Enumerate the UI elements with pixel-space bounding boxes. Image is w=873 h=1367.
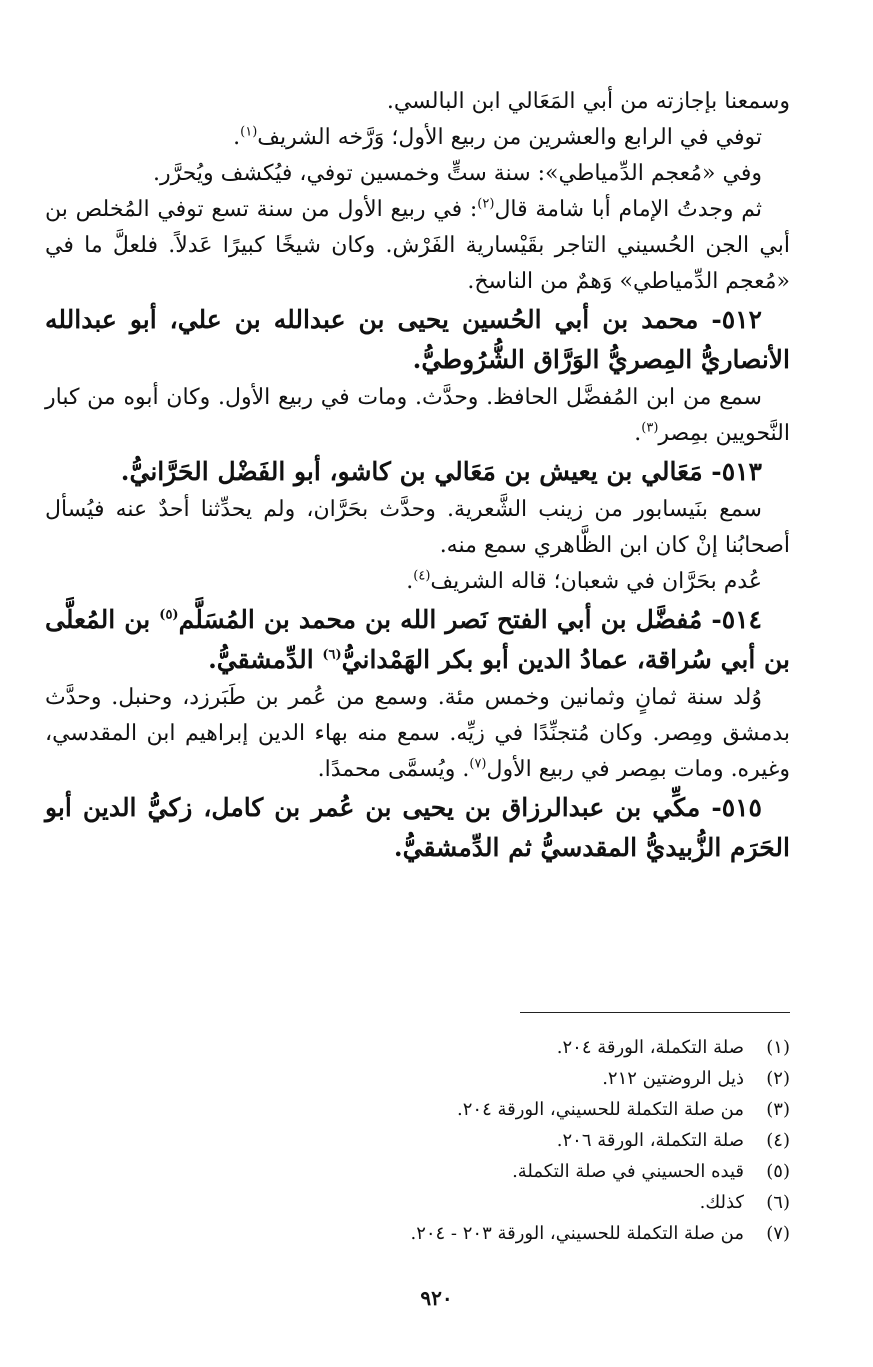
footnote-4: [45, 1125, 790, 1156]
entry-513-text-1: سمع بنَيسابور من زينب الشَّعرية. وحدَّث بحَرَّان، ولم يحدِّثنا أحدٌ عنه فيُسأل أصحابُنا إنْ كان ابن الظَّاهري سمع منه.: [45, 497, 790, 558]
entry-514-heading-c: الدِّمشقيُّ.: [208, 645, 323, 674]
paragraph-1: [45, 84, 790, 120]
paragraph-4: [45, 192, 790, 300]
paragraph-3: [45, 156, 790, 192]
paragraph-4-text: ثم وجدتُ الإمام أبا شامة قال: [494, 197, 762, 222]
footnote-ref-6[interactable]: (٦): [322, 647, 342, 663]
entry-514-tail: . ويُسمَّى محمدًا.: [317, 757, 470, 782]
footnote-text: قيده الحسيني في صلة التكملة.: [512, 1161, 744, 1182]
footnote-text: كذلك.: [699, 1192, 744, 1213]
footnote-1: [45, 1032, 790, 1063]
entry-513-body-2: [45, 564, 790, 600]
footnote-number: (٥): [766, 1161, 790, 1182]
footnote-text: من صلة التكملة للحسيني، الورقة ٢٠٣ - ٢٠٤.: [410, 1223, 744, 1244]
entry-512-tail: .: [634, 421, 642, 446]
footnote-number: (٢): [766, 1068, 790, 1089]
footnote-7: [45, 1218, 790, 1249]
entry-512-text: سمع من ابن المُفضَّل الحافظ. وحدَّث. ومات في ربيع الأول. وكان أبوه من كبار النَّحويين بمِصر: [45, 385, 790, 446]
paragraph-2-tail: .: [233, 125, 241, 150]
entry-514-text: وُلد سنة ثمانٍ وثمانين وخمس مئة. وسمع من عُمر بن طَبَرزد، وحنبل. وحدَّث بدمشق ومِصر. وكان مُتجنِّدًا في زيِّه. سمع منه بهاء الدين إبراهيم ابن المقدسي، وغيره. ومات بمِصر في ربيع الأول: [45, 685, 790, 782]
footnote-6: [45, 1187, 790, 1218]
footnote-number: (٧): [766, 1223, 790, 1244]
footnote-text: صلة التكملة، الورقة ٢٠٦.: [556, 1130, 744, 1151]
footnote-ref-4[interactable]: (٤): [413, 568, 431, 584]
page-number: ٩٢٠: [420, 1286, 453, 1310]
entry-512-heading: ٥١٢- محمد بن أبي الحُسين يحيى بن عبدالله بن علي، أبو عبدالله الأنصاريُّ المِصريُّ الوَرَّاق الشُّرُوطيُّ.: [45, 305, 790, 374]
entry-513-tail-2: .: [406, 569, 414, 594]
entry-514-heading-b: بن المُعلَّى بن أبي سُراقة، عمادُ الدين أبو بكر الهَمْدانيُّ: [45, 605, 790, 674]
paragraph-4-tail: : في ربيع الأول من سنة تسع توفي المُخلص بن أبي الجن الحُسيني التاجر بقَيْسارية الفَرْش. وكان شيخًا كبيرًا عَدلاً. فلعلَّ ما في «مُعجم الدِّمياطي» وَهمٌ من الناسخ.: [45, 197, 790, 294]
entry-514-body: [45, 680, 790, 788]
entry-513-body-1: [45, 492, 790, 564]
paragraph-1-text: وسمعنا بإجازته من أبي المَعَالي ابن البالسي.: [386, 89, 790, 114]
footnote-ref-1[interactable]: (١): [240, 124, 258, 140]
footnote-3: [45, 1094, 790, 1125]
footnote-ref-7[interactable]: (٧): [469, 756, 487, 772]
footnote-5: [45, 1156, 790, 1187]
footnote-number: (٤): [766, 1130, 790, 1151]
footnote-ref-2[interactable]: (٢): [477, 196, 495, 212]
footnote-number: (١): [766, 1037, 790, 1058]
footnote-ref-3[interactable]: (٣): [641, 420, 659, 436]
paragraph-3-text: وفي «مُعجم الدِّمياطي»: سنة ستٍّ وخمسين توفي، فيُكشف ويُحرَّر.: [152, 161, 762, 186]
footnotes: [45, 1032, 790, 1249]
paragraph-2: [45, 120, 790, 156]
entry-514-heading-a: ٥١٤- مُفضَّل بن أبي الفتح نَصر الله بن محمد بن المُسَلَّم: [178, 605, 762, 634]
entry-512-body: [45, 380, 790, 452]
footnote-text: من صلة التكملة للحسيني، الورقة ٢٠٤.: [457, 1099, 744, 1120]
footnote-number: (٦): [766, 1192, 790, 1213]
entry-513-heading: ٥١٣- مَعَالي بن يعيش بن مَعَالي بن كاشو، أبو الفَضْل الحَرَّانيُّ.: [120, 457, 762, 486]
footnote-text: ذيل الروضتين ٢١٢.: [602, 1068, 744, 1089]
footnote-text: صلة التكملة، الورقة ٢٠٤.: [556, 1037, 744, 1058]
entry-514-heading: [45, 600, 790, 680]
paragraph-2-text: توفي في الرابع والعشرين من ربيع الأول؛ وَرَّخه الشريف: [257, 125, 762, 150]
footnote-2: [45, 1063, 790, 1094]
footnote-number: (٣): [766, 1099, 790, 1120]
entry-513-text-2: عُدم بحَرَّان في شعبان؛ قاله الشريف: [430, 569, 762, 594]
page-body: [45, 84, 790, 868]
footnote-ref-5[interactable]: (٥): [159, 607, 179, 623]
footnote-separator: [520, 1012, 790, 1013]
entry-515-heading: ٥١٥- مكِّي بن عبدالرزاق بن يحيى بن عُمر بن كامل، زكيُّ الدين أبو الحَرَم الزُّبيديُّ المقدسيُّ ثم الدِّمشقيُّ.: [45, 793, 790, 862]
